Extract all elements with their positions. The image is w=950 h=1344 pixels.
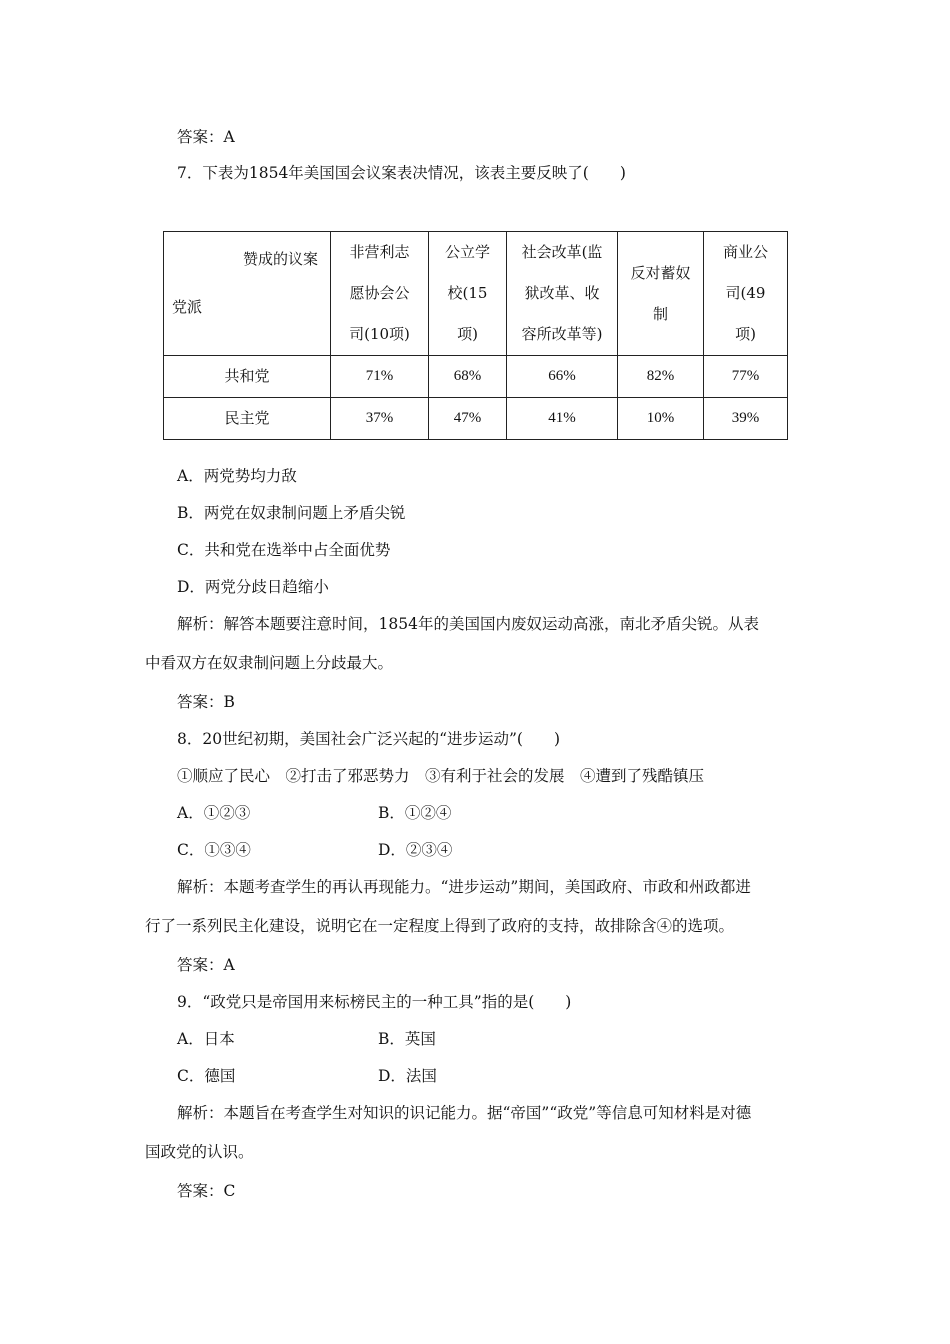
- vote-table: [163, 231, 788, 440]
- column-header: 社会改革(监 狱改革、收 容所改革等): [507, 232, 618, 356]
- value-cell: 77%: [704, 356, 788, 398]
- value-cell: 10%: [618, 398, 704, 440]
- value-cell: 71%: [331, 356, 429, 398]
- table-row: [164, 398, 788, 440]
- column-header: 公立学 校(15 项): [429, 232, 507, 356]
- q7-stem: 7．下表为1854年美国国会议案表决情况，该表主要反映了( ): [177, 164, 626, 182]
- value-cell: 68%: [429, 356, 507, 398]
- q8-analysis-line1: 解析：本题考查学生的再认再现能力。“进步运动”期间，美国政府、市政和州政都进: [177, 878, 751, 896]
- q7-analysis-line1: 解析：解答本题要注意时间，1854年的美国国内废奴运动高涨，南北矛盾尖锐。从表: [177, 615, 759, 633]
- q8-stem: 8．20世纪初期，美国社会广泛兴起的“进步运动”( ): [177, 730, 561, 748]
- q8-option-b: B．①②④: [378, 804, 452, 822]
- value-cell: 47%: [429, 398, 507, 440]
- q9-option-c: C．德国: [177, 1067, 236, 1085]
- party-cell: 共和党: [164, 356, 331, 398]
- q8-options-row1: [177, 802, 250, 824]
- q7-analysis-line2: 中看双方在奴隶制问题上分歧最大。: [145, 654, 394, 672]
- value-cell: 41%: [507, 398, 618, 440]
- q9-option-b: B．英国: [378, 1030, 436, 1048]
- column-header: 非营利志 愿协会公 司(10项): [331, 232, 429, 356]
- value-cell: 39%: [704, 398, 788, 440]
- q8-analysis-line2: 行了一系列民主化建设，说明它在一定程度上得到了政府的支持，故排除含④的选项。: [145, 917, 735, 935]
- corner-top-label: 赞成的议案: [242, 249, 318, 268]
- q9-analysis-line2: 国政党的认识。: [145, 1143, 254, 1161]
- table-row: [164, 356, 788, 398]
- corner-bottom-label: 党派: [172, 297, 203, 316]
- q8-option-d: D．②③④: [378, 841, 453, 859]
- q8-option-c: C．①③④: [177, 841, 251, 859]
- q9-answer: 答案：C: [177, 1182, 236, 1200]
- q9-stem: 9．“政党只是帝国用来标榜民主的一种工具”指的是( ): [177, 993, 572, 1011]
- column-header: 商业公 司(49 项): [704, 232, 788, 356]
- q7-option-a: A．两党势均力敌: [177, 467, 297, 485]
- column-header: 反对蓄奴 制: [618, 232, 704, 356]
- q7-option-b: B．两党在奴隶制问题上矛盾尖锐: [177, 504, 406, 522]
- q7-option-d: D．两党分歧日趋缩小: [177, 578, 329, 596]
- table-corner-cell: [164, 232, 331, 356]
- q7-option-c: C．共和党在选举中占全面优势: [177, 541, 391, 559]
- q8-items: ①顺应了民心 ②打击了邪恶势力 ③有利于社会的发展 ④遭到了残酷镇压: [177, 767, 705, 785]
- q8-option-a: A．①②③: [177, 804, 251, 822]
- party-cell: 民主党: [164, 398, 331, 440]
- q6-answer: 答案：A: [177, 128, 235, 146]
- q8-answer: 答案：A: [177, 956, 235, 974]
- q9-option-d: D．法国: [378, 1067, 437, 1085]
- q7-answer: 答案：B: [177, 693, 235, 711]
- value-cell: 66%: [507, 356, 618, 398]
- q9-analysis-line1: 解析：本题旨在考查学生对知识的识记能力。据“帝国”“政党”等信息可知材料是对德: [177, 1104, 752, 1122]
- value-cell: 82%: [618, 356, 704, 398]
- value-cell: 37%: [331, 398, 429, 440]
- q9-option-a: A．日本: [177, 1030, 235, 1048]
